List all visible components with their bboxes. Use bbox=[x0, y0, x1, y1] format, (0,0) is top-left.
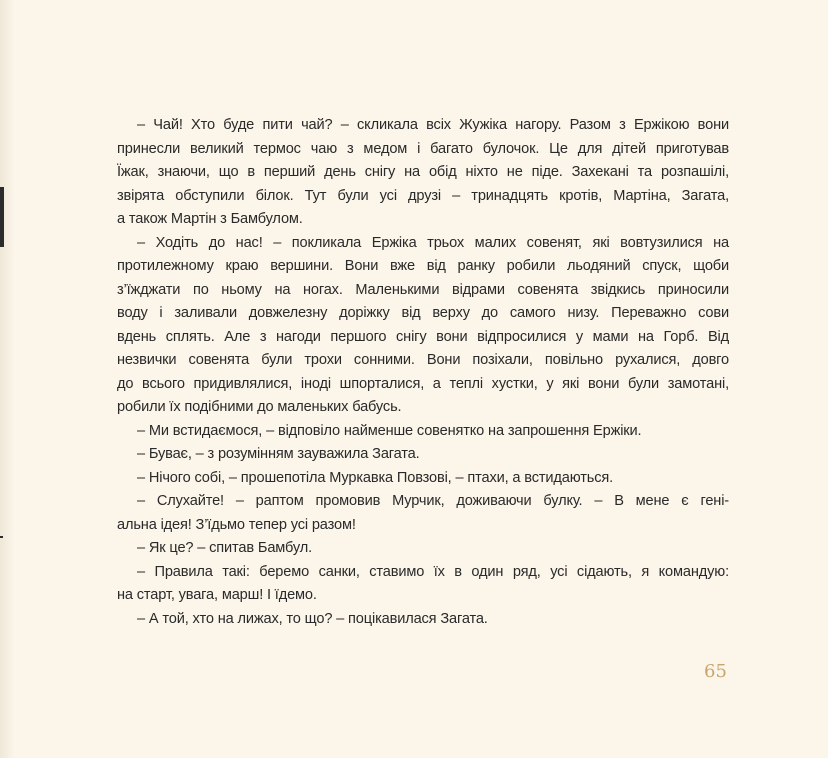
text-line: на старт, увага, марш! І їдемо. bbox=[117, 587, 317, 603]
text-line: – Нічого собі, – прошепотіла Муркавка Повзові, – птахи, а встидаються. bbox=[137, 469, 613, 486]
text-line: – Чай! Хто буде пити чай? – скликала всіх Жужіка нагору. Разом з Ержікою вони bbox=[137, 117, 729, 133]
text-line: Їжак, знаючи, що в перший день снігу на обід ніхто не піде. Захекані та розпашілі, bbox=[117, 164, 729, 180]
text-line: робили їх подібними до маленьких бабусь. bbox=[117, 399, 402, 415]
text-line: – Слухайте! – раптом промовив Мурчик, доживаючи булку. – В мене є гені- bbox=[137, 493, 729, 509]
text-line: принесли великий термос чаю з медом і багато булочок. Це для дітей приготував bbox=[117, 140, 729, 157]
edge-mark bbox=[0, 536, 3, 538]
story-text bbox=[117, 114, 729, 631]
text-line: з’їжджати по ньому на ногах. Маленькими відрами совенята звідкись приносили bbox=[117, 281, 729, 298]
text-line: – Правила такі: беремо санки, ставимо їх в один ряд, усі сідають, я командую: bbox=[137, 563, 729, 580]
page-number: 65 bbox=[704, 661, 727, 682]
text-line: альна ідея! З’їдьмо тепер усі разом! bbox=[117, 516, 356, 533]
text-line: – Ходіть до нас! – покликала Ержіка трьох малих совенят, які вовтузилися на bbox=[137, 234, 729, 251]
text-line: – Ми встидаємося, – відповіло найменше совенятко на запрошення Ержіки. bbox=[137, 422, 642, 439]
edge-mark bbox=[0, 187, 4, 247]
text-line: вдень сплять. Але з нагоди першого снігу вони відпросилися у мами на Горб. Від bbox=[117, 328, 729, 345]
text-line: протилежному краю вершини. Вони вже від ранку робили льодяний спуск, щоби bbox=[117, 258, 729, 274]
text-line: до всього придивлялися, іноді шпорталися, а теплі хустки, у які вони були замотані, bbox=[117, 375, 729, 392]
text-line: а також Мартін з Бамбулом. bbox=[117, 211, 303, 227]
text-line: – Як це? – спитав Бамбул. bbox=[137, 540, 312, 556]
text-line: воду і заливали довжелезну доріжку від верху до самого низу. Переважно сови bbox=[117, 305, 729, 321]
text-line: – Буває, – з розумінням зауважила Загата. bbox=[137, 446, 420, 462]
text-line: – А той, хто на лижах, то що? – поцікавилася Загата. bbox=[137, 610, 488, 627]
text-line: незвички совенята були трохи сонними. Вони позіхали, повільно рухалися, довго bbox=[117, 352, 729, 368]
binding-shadow bbox=[0, 0, 14, 758]
text-line: звірята обступили білок. Тут були усі друзі – тринадцять кротів, Мартіна, Загата, bbox=[117, 187, 729, 204]
